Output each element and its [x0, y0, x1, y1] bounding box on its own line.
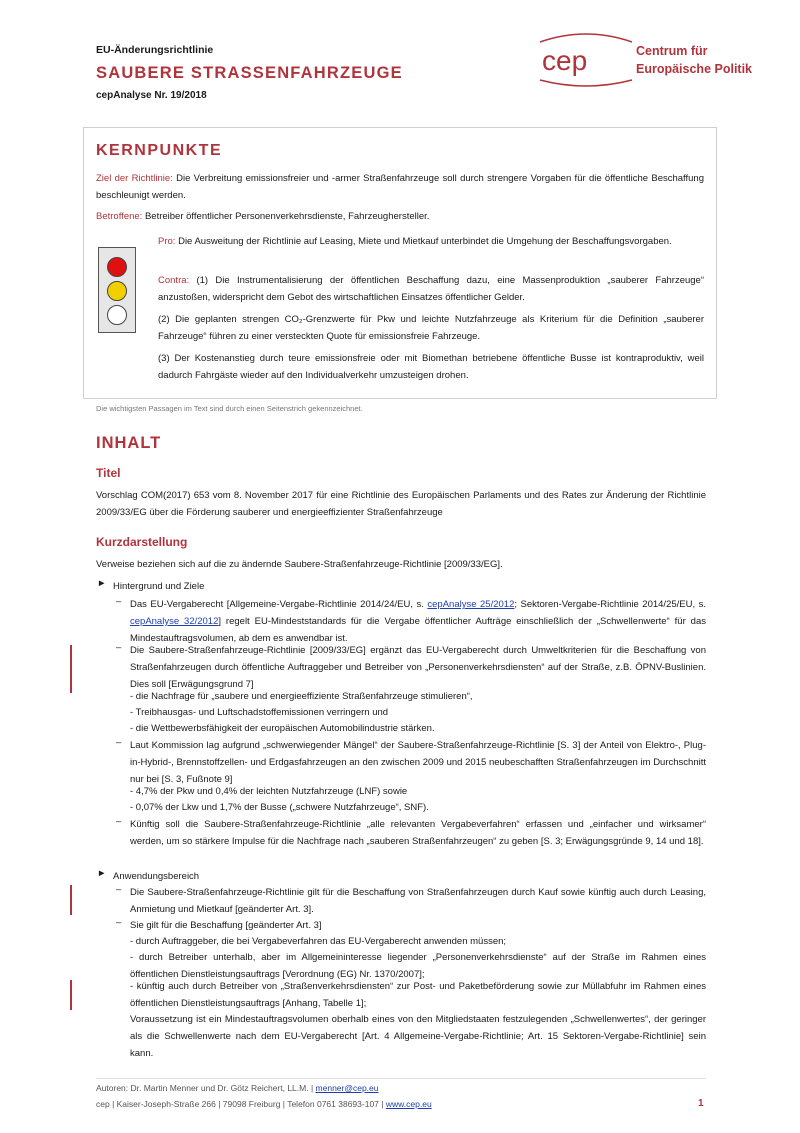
betroffene-label: Betroffene:	[96, 211, 143, 222]
cep-logo	[536, 32, 761, 92]
dash-bullet: –	[116, 737, 122, 748]
h3-sub-1: - 4,7% der Pkw und 0,4% der leichten Nutzfahrzeuge (LNF) sowie	[130, 786, 408, 797]
contra-text: (1) Die Instrumentalisierung der öffentlichen Beschaffung dazu, eine Massenproduktion „sauberer Fahrzeuge“ anzustoßen, widerspricht dem Gebot des wirtschaftlichen Einsatzes öffentlicher Gelder.	[158, 275, 704, 303]
h2-sub-2: - Treibhausgas- und Luftschadstoffemissionen verringern und	[130, 707, 389, 718]
h1-text-c: ] regelt EU-Mindeststandards für die Vergabe öffentlicher Aufträge einschließlich der „Schwellenwerte“ für das Mindestauftragsvolumen, ab dem es anwendbar ist.	[130, 616, 706, 644]
pro-paragraph	[158, 233, 704, 250]
yellow-light-icon	[107, 281, 127, 301]
pro-text: Die Ausweitung der Richtlinie auf Leasing, Miete und Mietkauf unterbindet die Umgehung der Beschaffungsvorgaben.	[175, 236, 672, 247]
betroffene-text: Betreiber öffentlicher Personenverkehrsdienste, Fahrzeughersteller.	[142, 211, 430, 222]
traffic-light-icon	[98, 247, 136, 333]
h3-sub-2: - 0,07% der Lkw und 1,7% der Busse („schwere Nutzfahrzeuge“, SNF).	[130, 802, 429, 813]
ziel-label: Ziel der Richtlinie:	[96, 173, 173, 184]
footer-address	[96, 1099, 432, 1109]
margin-mark	[70, 645, 72, 693]
document-series: EU-Änderungsrichtlinie	[96, 44, 214, 56]
hintergrund-item-4: Künftig soll die Saubere-Straßenfahrzeuge-Richtlinie „alle relevanten Vergabeverfahren“ erfassen und „einfacher und wirksamer“ werden, um so stärkere Impulse für die Nachfrage nach „sauberen Straßenfahrzeugen“ zu geben [S. 3; Erwägungsgründe 9, 14 und 18].	[130, 819, 706, 847]
titel-heading: Titel	[96, 466, 121, 480]
dash-bullet: –	[116, 816, 122, 827]
h2-sub-3: - die Wettbewerbsfähigkeit der europäischen Automobilindustrie stärken.	[130, 723, 435, 734]
website-link[interactable]: www.cep.eu	[385, 1099, 432, 1109]
footer-authors	[96, 1083, 379, 1093]
logo-line-2: Europäische Politik	[636, 62, 753, 76]
hintergrund-item-1	[130, 596, 706, 647]
dash-bullet: –	[116, 596, 122, 607]
hintergrund-item-3: Laut Kommission lag aufgrund „schwerwiegender Mängel“ der Saubere-Straßenfahrzeuge-Richtlinie [S. 3] der Anteil von Elektro-, Plug-in-Hybrid-, Brennstoffzellen- und Erdgasfahrzeugen an den zwischen 2009 und 2015 neubeschafften Straßenfahrzeugen im Durchschnitt nur bei [S. 3, Fußnote 9]	[130, 740, 706, 785]
arrow-bullet-icon: ►	[97, 578, 107, 589]
inhalt-heading: INHALT	[96, 434, 162, 452]
ziel-text: Die Verbreitung emissionsfreier und -armer Straßenfahrzeuge soll durch strengere Vorgaben für die öffentliche Beschaffung beschleunigt werden.	[96, 173, 704, 201]
address-text: cep | Kaiser-Joseph-Straße 266 | 79098 Freiburg | Telefon 0761 38693-107 |	[96, 1099, 386, 1109]
footer-divider	[96, 1078, 706, 1079]
cep-analyse-32-link[interactable]: cepAnalyse 32/2012	[130, 616, 219, 627]
contra-paragraph	[158, 272, 704, 306]
a2-sub-3: - künftig auch durch Betreiber von „Straßenverkehrsdiensten“ zur Post- und Paketbeförderung sowie zur Müllabfuhr im Rahmen eines öffentlichen Dienstleistungsauftrags [Anhang, Tabelle 1];	[130, 981, 706, 1009]
hintergrund-item-2: Die Saubere-Straßenfahrzeuge-Richtlinie [2009/33/EG] ergänzt das EU-Vergaberecht durch Umweltkriterien für die Beschaffung von Straßenfahrzeugen durch öffentliche Auftraggeber und Betreiber von „Personenverkehrsdiensten“ auf der Straße, z.B. ÖPNV-Buslinien. Dies soll [Erwägungsgrund 7]	[130, 645, 706, 690]
ziel-paragraph	[96, 170, 704, 204]
dash-bullet: –	[116, 642, 122, 653]
red-light-icon	[107, 257, 127, 277]
a2-sub-1: - durch Auftraggeber, die bei Vergabeverfahren das EU-Vergaberecht anwenden müssen;	[130, 936, 507, 947]
page-number: 1	[698, 1098, 704, 1109]
contra-3-paragraph: (3) Der Kostenanstieg durch teure emissionsfreie oder mit Biomethan betriebene öffentliche Busse ist kontraproduktiv, weil dadurch Fahrgäste wieder auf den Individualverkehr umzusteigen drohen.	[158, 353, 704, 381]
contra-label: Contra:	[158, 275, 190, 286]
margin-mark	[70, 980, 72, 1010]
pro-label: Pro:	[158, 236, 176, 247]
cep-analyse-25-link[interactable]: cepAnalyse 25/2012	[427, 599, 515, 610]
authors-text: Autoren: Dr. Martin Menner und Dr. Götz Reichert, LL.M. |	[96, 1083, 316, 1093]
anwendung-heading: Anwendungsbereich	[113, 871, 200, 882]
titel-text: Vorschlag COM(2017) 653 vom 8. November 2017 für eine Richtlinie des Europäischen Parlaments und des Rates zur Änderung der Richtlinie 2009/33/EG über die Förderung sauberer und energieeffizienter Straßenfahrzeuge	[96, 490, 706, 518]
email-link[interactable]: menner@cep.eu	[315, 1083, 379, 1093]
cep-wordmark: cep	[542, 45, 588, 76]
document-title: SAUBERE STRASSENFAHRZEUGE	[96, 64, 403, 82]
arrow-bullet-icon: ►	[97, 868, 107, 879]
kurzdarstellung-heading: Kurzdarstellung	[96, 535, 188, 549]
anwendung-item-1: Die Saubere-Straßenfahrzeuge-Richtlinie gilt für die Beschaffung von Straßenfahrzeugen durch Kauf sowie künftig auch durch Leasing, Anmietung und Mietkauf [geänderter Art. 3].	[130, 887, 706, 915]
anwendung-item-2: Sie gilt für die Beschaffung [geänderter Art. 3]	[130, 920, 322, 931]
h2-sub-1: - die Nachfrage für „saubere und energieeffiziente Straßenfahrzeuge stimulieren“,	[130, 691, 473, 702]
cep-logo-mark	[536, 32, 636, 92]
margin-note: Die wichtigsten Passagen im Text sind durch einen Seitenstrich gekennzeichnet.	[96, 404, 363, 413]
a2-conclusion: Voraussetzung ist ein Mindestauftragsvolumen oberhalb eines von den Mitgliedstaaten festzulegenden „Schwellenwertes“, der geringer als die Schwellenwerte nach dem EU-Vergaberecht [Art. 4 Allgemeine-Vergabe-Richtlinie; Art. 15 Sektoren-Vergabe-Richtlinie] sein kann.	[130, 1014, 706, 1059]
logo-line-1: Centrum für	[636, 44, 708, 58]
kernpunkte-heading: KERNPUNKTE	[96, 142, 223, 159]
analysis-number: cepAnalyse Nr. 19/2018	[96, 90, 207, 101]
contra-2-paragraph: (2) Die geplanten strengen CO₂-Grenzwerte für Pkw und leichte Nutzfahrzeuge als Kriterium für die Definition „sauberer Fahrzeuge“ führen zu einer versteckten Quote für emissionsfreie Fahrzeuge.	[158, 314, 704, 342]
margin-mark	[70, 885, 72, 915]
betroffene-paragraph	[96, 208, 704, 225]
h1-text-b: ; Sektoren-Vergabe-Richtlinie 2014/25/EU, s.	[514, 599, 706, 610]
a2-sub-2: - durch Betreiber unterhalb, aber im Allgemeininteresse liegender „Personenverkehrsdienste“ auf der Straße im Rahmen eines öffentlichen Dienstleistungsauftrags [Verordnung (EG) Nr. 1370/2007];	[130, 952, 706, 980]
off-light-icon	[107, 305, 127, 325]
h1-text-a: Das EU-Vergaberecht [Allgemeine-Vergabe-Richtlinie 2014/24/EU, s.	[130, 599, 428, 610]
dash-bullet: –	[116, 917, 122, 928]
verweise-text: Verweise beziehen sich auf die zu ändernde Saubere-Straßenfahrzeuge-Richtlinie [2009/33/EG].	[96, 559, 503, 570]
dash-bullet: –	[116, 884, 122, 895]
hintergrund-heading: Hintergrund und Ziele	[113, 581, 205, 592]
